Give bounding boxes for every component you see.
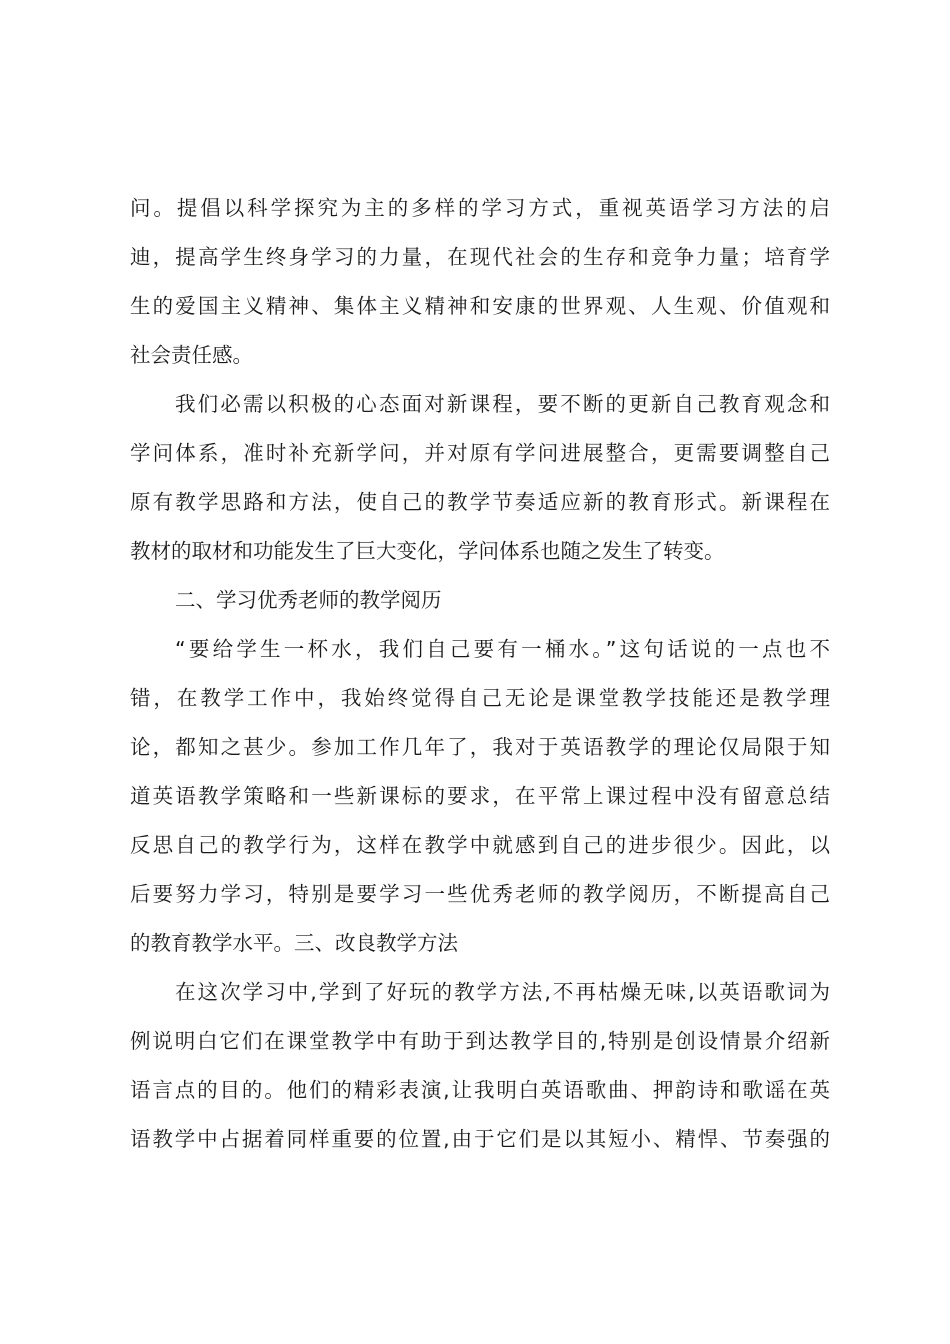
paragraph-first-line: 我们必需以积极的心态面对新课程，要不断的更新自己教育观念和 — [175, 392, 830, 416]
text-line: 语教学中占据着同样重要的位置,由于它们是以其短小、精悍、节奏强的 — [130, 1127, 830, 1151]
text-line: 的教育教学水平。三、改良教学方法 — [130, 931, 458, 955]
text-line: 后要努力学习，特别是要学习一些优秀老师的教学阅历，不断提高自己 — [130, 882, 830, 906]
text-line: 迪，提高学生终身学习的力量，在现代社会的生存和竞争力量；培育学 — [130, 245, 830, 269]
paragraph-first-line: 在这次学习中,学到了好玩的教学方法,不再枯燥无味,以英语歌词为 — [175, 980, 830, 1004]
paragraph-first-line: “要给学生一杯水，我们自己要有一桶水。”这句话说的一点也不 — [175, 637, 830, 661]
text-line: 语言点的目的。他们的精彩表演,让我明白英语歌曲、押韵诗和歌谣在英 — [130, 1078, 830, 1102]
text-line: 教材的取材和功能发生了巨大变化，学问体系也随之发生了转变。 — [130, 539, 725, 563]
text-line: 社会责任感。 — [130, 343, 253, 367]
section-heading: 二、学习优秀老师的教学阅历 — [175, 588, 442, 612]
text-line: 反思自己的教学行为，这样在教学中就感到自己的进步很少。因此，以 — [130, 833, 830, 857]
text-line: 学问体系，准时补充新学问，并对原有学问进展整合，更需要调整自己 — [130, 441, 830, 465]
text-line: 生的爱国主义精神、集体主义精神和安康的世界观、人生观、价值观和 — [130, 294, 830, 318]
text-line: 错，在教学工作中，我始终觉得自己无论是课堂教学技能还是教学理 — [130, 686, 830, 710]
text-line: 论，都知之甚少。参加工作几年了，我对于英语教学的理论仅局限于知 — [130, 735, 830, 759]
text-line: 原有教学思路和方法，使自己的教学节奏适应新的教育形式。新课程在 — [130, 490, 830, 514]
text-line: 问。提倡以科学探究为主的多样的学习方式，重视英语学习方法的启 — [130, 196, 830, 220]
text-line: 道英语教学策略和一些新课标的要求，在平常上课过程中没有留意总结 — [130, 784, 830, 808]
text-line: 例说明白它们在课堂教学中有助于到达教学目的,特别是创设情景介绍新 — [130, 1029, 830, 1053]
